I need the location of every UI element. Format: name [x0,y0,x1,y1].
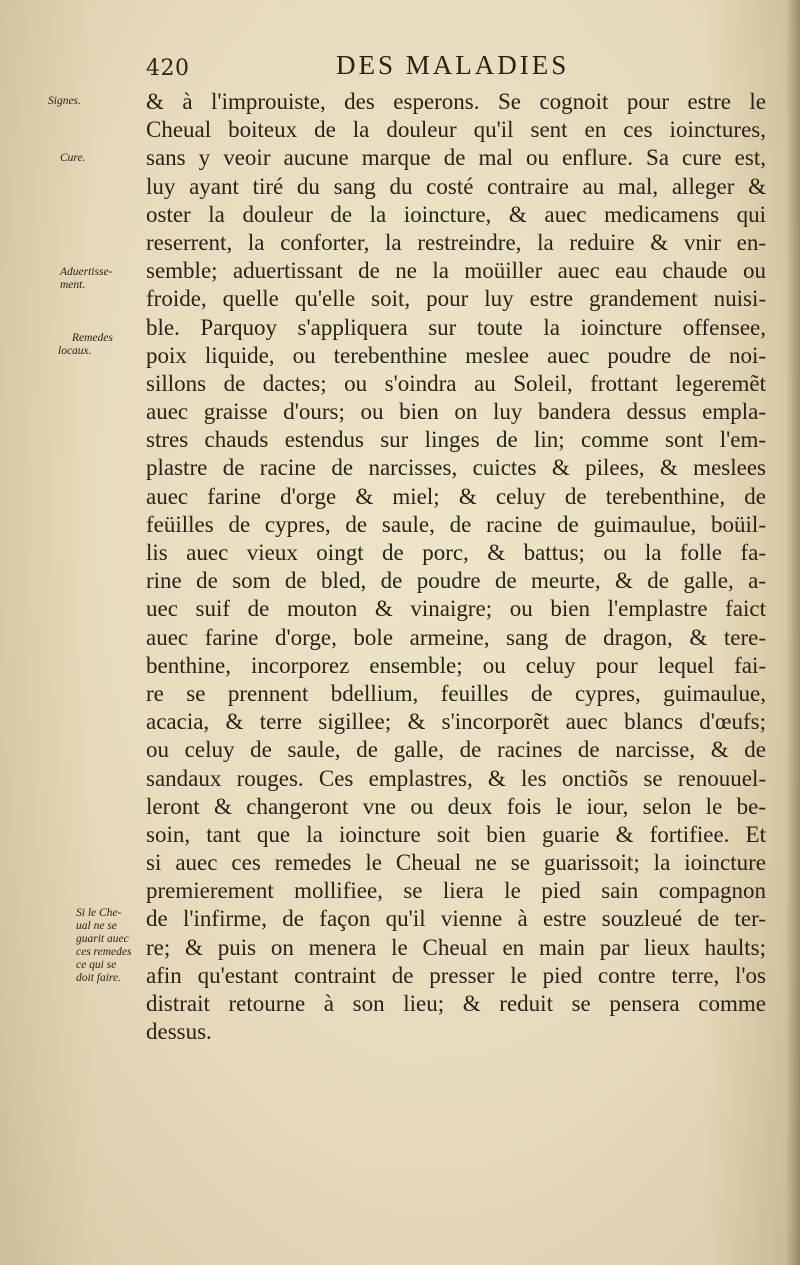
text-line: premierement mollifiee, se liera le pied sain compagnon [146,878,766,904]
text-line: Cheual boiteux de la douleur qu'il sent en ces ioinctures, [146,117,766,143]
note-aduertissement [60,266,160,292]
note-line: Aduertisse- [60,266,113,278]
page-edge-shadow [786,0,800,1265]
text-line: distrait retourne à son lieu; & reduit se pensera comme [146,991,766,1016]
text-line: auec farine d'orge, bole armeine, sang de dragon, & tere- [146,624,766,650]
text-line: reserrent, la conforter, la restreindre, la reduire & vnir en- [146,229,766,255]
text-line: leront & changeront vne ou deux fois le iour, selon le be- [146,793,766,819]
note-line: ce qui se [76,959,117,971]
text-line: plastre de racine de narcisses, cuictes & pilees, & meslees [146,455,766,481]
note-line: ces remedes [76,946,132,958]
text-line: poix liquide, ou terebenthine meslee auec poudre de noi- [146,342,766,368]
text-line: luy ayant tiré du sang du costé contraire au mal, alleger & [146,173,766,199]
text-line: uec suif de mouton & vinaigre; ou bien l'emplastre faict [146,596,766,622]
note-line: Remedes [72,332,113,344]
text-line: re se prennent bdellium, feuilles de cypres, guimaulue, [146,680,766,706]
note-line: Cure. [60,152,86,164]
note-signes [48,95,148,108]
page-header [140,50,610,84]
note-line: doit faire. [76,972,121,984]
text-line: de l'infirme, de façon qu'il vienne à estre souzleué de ter- [146,906,766,932]
text-line: stres chauds estendus sur linges de lin; comme sont l'em- [146,427,766,453]
note-line: guarit auec [76,933,129,945]
note-line: Si le Che- [76,907,122,919]
text-line: ou celuy de saule, de galle, de racines de narcisse, & de [146,737,766,763]
note-line: ual ne se [76,920,117,932]
note-remedes-locaux [58,332,158,358]
text-line: si auec ces remedes le Cheual ne se guarissoit; la ioincture [146,850,766,876]
note-line: Signes. [48,95,81,107]
text-line: ble. Parquoy s'appliquera sur toute la ioincture offensee, [146,314,766,340]
text-line: feüilles de cypres, de saule, de racine de guimaulue, boüil- [146,511,766,537]
note-cure [60,152,160,165]
text-line: re; & puis on menera le Cheual en main par lieux haults; [146,934,766,960]
text-line: sandaux rouges. Ces emplastres, & les onctiõs se renouuel- [146,765,766,791]
text-line: & à l'improuiste, des esperons. Se cognoit pour estre le [146,89,766,114]
page-number: 420 [146,56,190,81]
text-line: rine de som de bled, de poudre de meurte, & de galle, a- [146,568,766,594]
text-line: benthine, incorporez ensemble; ou celuy pour lequel fai- [146,652,766,678]
text-line: afin qu'estant contraint de presser le pied contre terre, l'os [146,962,766,988]
text-line: lis auec vieux oingt de porc, & battus; ou la folle fa- [146,540,766,565]
text-line: acacia, & terre sigillee; & s'incorporẽt auec blancs d'œufs; [146,709,766,735]
margin-notes [48,0,148,1265]
text-line: soin, tant que la ioincture soit bien guarie & fortifiee. Et [146,821,766,847]
text-line: sans y veoir aucune marque de mal ou enflure. Sa cure est, [146,145,766,171]
text-line: sillons de dactes; ou s'oindra au Soleil, frottant legeremẽt [146,370,766,396]
text-line: semble; aduertissant de ne la moüiller auec eau chaude ou [146,258,766,284]
text-line: froide, quelle qu'elle soit, pour luy estre grandement nuisi- [146,286,766,312]
text-line: oster la douleur de la ioincture, & auec medicamens qui [146,201,766,227]
main-text-block [146,88,766,1046]
note-line: locaux. [58,345,92,357]
text-line: auec graisse d'ours; ou bien on luy bandera dessus empla- [146,399,766,425]
text-line: dessus. [146,1019,212,1045]
note-line: ment. [60,279,86,291]
running-title: DES MALADIES [336,50,570,80]
text-line: auec farine d'orge & miel; & celuy de terebenthine, de [146,483,766,509]
